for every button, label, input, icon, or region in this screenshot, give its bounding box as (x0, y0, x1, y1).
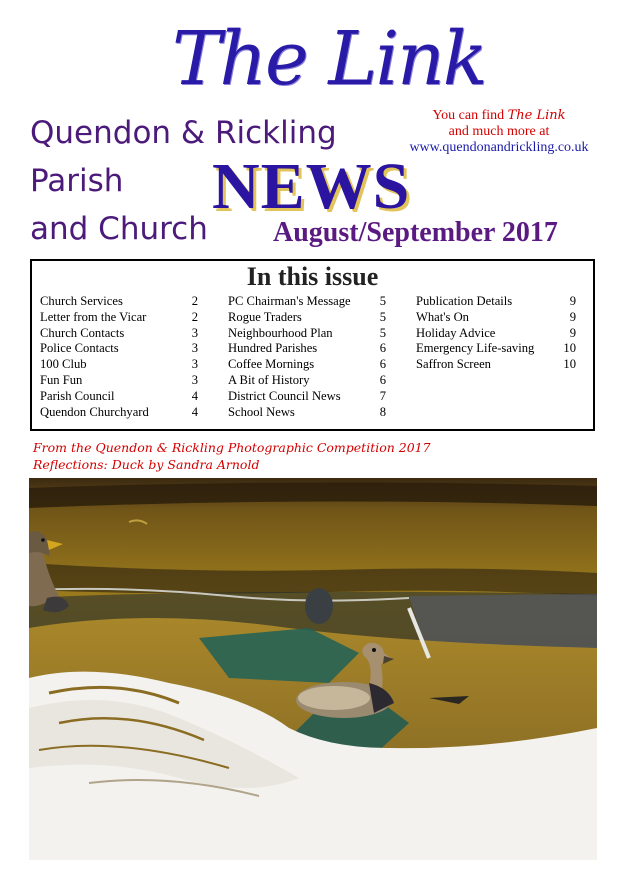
contents-box (30, 259, 595, 431)
contents-item-page: 10 (563, 357, 576, 372)
contents-item-title: What's On (416, 309, 469, 324)
contents-item-title: Holiday Advice (416, 325, 496, 340)
contents-item-title: Church Contacts (40, 325, 125, 340)
contents-item-title: Neighbourhood Plan (228, 325, 333, 340)
contents-item-title: PC Chairman's Message (228, 294, 351, 308)
contents-item-title: Rogue Traders (228, 309, 302, 324)
contents-item-title: Saffron Screen (416, 357, 491, 372)
contents-item-page: 9 (569, 294, 576, 308)
parish-name-line-3: and Church (30, 211, 208, 247)
contents-item-page: 9 (569, 309, 576, 324)
contents-item (40, 357, 198, 373)
contents-item (40, 294, 198, 310)
contents-item (40, 341, 198, 357)
contents-title: In this issue (246, 262, 379, 291)
contents-item (416, 294, 576, 310)
contents-column-3 (416, 294, 576, 373)
contents-item-page: 7 (379, 388, 386, 403)
contents-item (228, 294, 386, 310)
contents-item (228, 405, 386, 421)
parish-name-line-1: Quendon & Rickling (30, 115, 337, 151)
contents-item-title: Fun Fun (40, 372, 83, 387)
contents-item-page: 4 (191, 388, 198, 403)
contents-item (416, 310, 576, 326)
mini-link-logo: The Link (507, 108, 566, 123)
contents-item-page: 2 (191, 294, 198, 308)
contents-item-title: Publication Details (416, 294, 513, 308)
contents-item (228, 341, 386, 357)
contents-item-page: 2 (191, 309, 198, 324)
contents-item-title: School News (228, 404, 295, 419)
contents-item-page: 6 (379, 372, 386, 387)
contents-item (416, 357, 576, 373)
masthead (0, 0, 627, 255)
duck-photo (29, 478, 597, 860)
contents-item-page: 5 (379, 294, 386, 308)
contents-item-title: Quendon Churchyard (40, 404, 149, 419)
contents-item-page: 9 (569, 325, 576, 340)
contents-item (40, 326, 198, 342)
contents-item-page: 8 (379, 404, 386, 419)
contents-item-title: Church Services (40, 294, 123, 308)
contents-item-page: 5 (379, 325, 386, 340)
contents-item-page: 6 (379, 357, 386, 372)
link-title: The Link (172, 16, 486, 102)
find-text: You can find (432, 108, 505, 123)
contents-item-page: 5 (379, 309, 386, 324)
contents-item (40, 389, 198, 405)
website-notice (398, 108, 600, 156)
contents-item-page: 3 (191, 325, 198, 340)
issue-date: August/September 2017 (273, 217, 558, 248)
photo-caption-line-2: Reflections: Duck by Sandra Arnold (33, 457, 260, 472)
contents-item (40, 373, 198, 389)
contents-item-page: 3 (191, 372, 198, 387)
contents-item-title: Letter from the Vicar (40, 309, 147, 324)
contents-item-title: 100 Club (40, 357, 87, 372)
contents-item-title: Coffee Mornings (228, 357, 315, 372)
contents-item-page: 3 (191, 341, 198, 356)
contents-item (228, 373, 386, 389)
contents-item-title: Parish Council (40, 388, 115, 403)
contents-item (416, 341, 576, 357)
contents-item-title: Hundred Parishes (228, 341, 318, 356)
contents-item-title: District Council News (228, 388, 341, 403)
contents-item-title: Police Contacts (40, 341, 119, 356)
contents-item-title: A Bit of History (228, 372, 310, 387)
contents-item (416, 326, 576, 342)
contents-item-page: 3 (191, 357, 198, 372)
parish-name-line-2: Parish (30, 163, 124, 199)
contents-column-2 (228, 294, 386, 420)
contents-column-1 (40, 294, 198, 420)
news-heading: NEWS (212, 150, 411, 223)
contents-item-page: 6 (379, 341, 386, 356)
contents-item-page: 10 (563, 341, 576, 356)
contents-item (228, 357, 386, 373)
contents-item (40, 405, 198, 421)
find-text-2: and much more at (448, 124, 550, 139)
contents-item (40, 310, 198, 326)
contents-item-page: 4 (191, 404, 198, 419)
contents-item (228, 310, 386, 326)
photo-caption-line-1: From the Quendon & Rickling Photographic Competition 2017 (33, 440, 431, 455)
contents-item (228, 389, 386, 405)
contents-item (228, 326, 386, 342)
contents-item-title: Emergency Life-saving (416, 341, 535, 356)
website-url[interactable]: www.quendonandrickling.co.uk (409, 140, 589, 155)
